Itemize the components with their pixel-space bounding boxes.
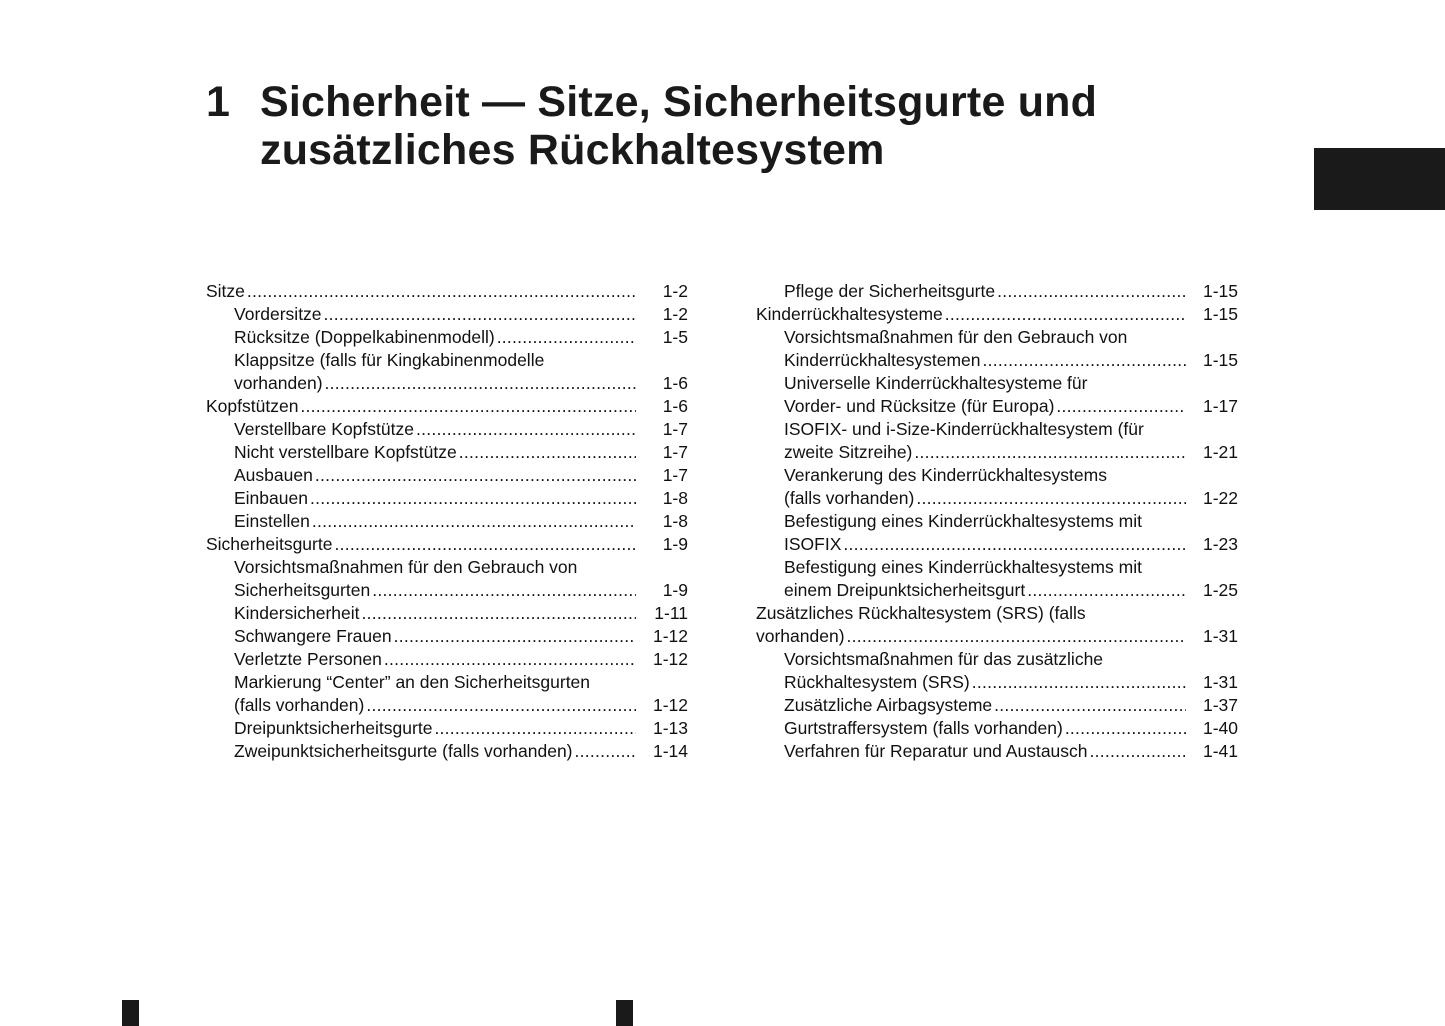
toc-entry[interactable] — [206, 395, 688, 418]
toc-dot-leader — [416, 418, 636, 441]
toc-dot-leader — [434, 717, 636, 740]
toc-entry-row — [784, 280, 1238, 303]
toc-dot-leader — [312, 510, 636, 533]
toc-left-column — [206, 280, 688, 763]
toc-entry-row — [206, 280, 688, 303]
toc-entry[interactable] — [756, 556, 1238, 602]
toc-entry-row — [234, 487, 688, 510]
toc-page-number: 1-40 — [1202, 718, 1238, 738]
toc-entry-label: Gurtstraffersystem (falls vorhanden) — [784, 718, 1063, 738]
toc-entry-label: vorhanden) — [756, 626, 845, 646]
toc-page-number: 1-5 — [662, 327, 688, 347]
toc-dot-leader — [914, 441, 1186, 464]
toc-entry-label: Verstellbare Kopfstütze — [234, 419, 414, 439]
toc-page-number: 1-13 — [652, 718, 688, 738]
toc-page-number: 1-7 — [662, 442, 688, 462]
toc-entry-label: Einbauen — [234, 488, 308, 508]
toc-dot-leader — [459, 441, 636, 464]
toc-entry[interactable] — [206, 625, 688, 648]
toc-page-number: 1-6 — [662, 396, 688, 416]
toc-dot-leader — [325, 372, 636, 395]
toc-entry[interactable] — [206, 280, 688, 303]
toc-entry-row — [784, 717, 1238, 740]
toc-page-number: 1-7 — [662, 419, 688, 439]
toc-entry-label: Kopfstützen — [206, 396, 299, 416]
toc-entry[interactable] — [206, 464, 688, 487]
toc-entry-row — [234, 372, 688, 395]
toc-dot-leader — [997, 280, 1186, 303]
toc-page-number: 1-17 — [1202, 396, 1238, 416]
toc-entry[interactable] — [206, 441, 688, 464]
toc-dot-leader — [575, 740, 637, 763]
toc-entry-label-line: Markierung “Center” an den Sicherheitsgurten — [234, 672, 591, 692]
toc-entry-row — [756, 625, 1238, 648]
toc-dot-leader — [497, 326, 636, 349]
toc-entry-label: Kinderrückhaltesystemen — [784, 350, 981, 370]
toc-page-number: 1-25 — [1202, 580, 1238, 600]
toc-dot-leader — [372, 579, 636, 602]
toc-entry[interactable] — [756, 280, 1238, 303]
toc-entry-label: Einstellen — [234, 511, 310, 531]
toc-entry[interactable] — [756, 602, 1238, 648]
toc-entry-label: Rückhaltesystem (SRS) — [784, 672, 970, 692]
toc-entry-row — [234, 625, 688, 648]
toc-entry-label-line: Zusätzliches Rückhaltesystem (SRS) (falls — [756, 603, 1086, 623]
toc-dot-leader — [994, 694, 1186, 717]
toc-right-column — [756, 280, 1238, 763]
toc-entry[interactable] — [206, 349, 688, 395]
toc-entry-label: Verletzte Personen — [234, 649, 382, 669]
toc-page-number: 1-15 — [1202, 350, 1238, 370]
chapter-title-line-2: zusätzliches Rückhaltesystem — [260, 126, 885, 174]
toc-entry-row — [784, 694, 1238, 717]
chapter-number: 1 — [206, 78, 231, 126]
toc-page-number: 1-31 — [1202, 672, 1238, 692]
toc-entry[interactable] — [206, 533, 688, 556]
toc-dot-leader — [1027, 579, 1186, 602]
toc-entry-label: Sicherheitsgurten — [234, 580, 371, 600]
toc-dot-leader — [843, 533, 1186, 556]
toc-dot-leader — [945, 303, 1186, 326]
toc-page-number: 1-31 — [1202, 626, 1238, 646]
toc-dot-leader — [982, 349, 1186, 372]
toc-entry-label: Kindersicherheit — [234, 603, 360, 623]
chapter-title — [206, 78, 1286, 174]
toc-entry-row — [234, 740, 688, 763]
toc-page-number: 1-2 — [662, 304, 688, 324]
toc-entry[interactable] — [206, 648, 688, 671]
toc-entry[interactable] — [206, 602, 688, 625]
toc-entry[interactable] — [206, 671, 688, 717]
toc-dot-leader — [384, 648, 636, 671]
toc-entry-row — [206, 533, 688, 556]
toc-entry-label: einem Dreipunktsicherheitsgurt — [784, 580, 1026, 600]
toc-entry-label: Sicherheitsgurte — [206, 534, 333, 554]
toc-entry-row — [234, 303, 688, 326]
toc-page-number: 1-41 — [1202, 741, 1238, 761]
toc-dot-leader — [847, 625, 1186, 648]
toc-entry[interactable] — [756, 464, 1238, 510]
toc-entry-label: Rücksitze (Doppelkabinenmodell) — [234, 327, 495, 347]
toc-entry-row — [234, 579, 688, 602]
toc-entry[interactable] — [756, 648, 1238, 694]
toc-entry[interactable] — [756, 326, 1238, 372]
toc-dot-leader — [334, 533, 636, 556]
toc-entry[interactable] — [756, 510, 1238, 556]
toc-page-number: 1-12 — [652, 626, 688, 646]
toc-entry-row — [234, 510, 688, 533]
toc-entry-label: Nicht verstellbare Kopfstütze — [234, 442, 457, 462]
toc-entry-label: Schwangere Frauen — [234, 626, 392, 646]
toc-dot-leader — [310, 487, 636, 510]
toc-page-number: 1-22 — [1202, 488, 1238, 508]
toc-dot-leader — [366, 694, 636, 717]
toc-dot-leader — [1056, 395, 1186, 418]
toc-entry-label: Zusätzliche Airbagsysteme — [784, 695, 993, 715]
toc-entry-label-line: Universelle Kinderrückhaltesysteme für — [784, 373, 1088, 393]
toc-page-number: 1-8 — [662, 511, 688, 531]
toc-dot-leader — [1065, 717, 1186, 740]
chapter-title-line-1: Sicherheit — Sitze, Sicherheitsgurte und — [260, 78, 1098, 126]
toc-entry-row — [234, 648, 688, 671]
toc-entry[interactable] — [756, 717, 1238, 740]
toc-entry-row — [234, 326, 688, 349]
toc-entry-label: (falls vorhanden) — [784, 488, 915, 508]
toc-entry-label: (falls vorhanden) — [234, 695, 365, 715]
crop-mark-center — [616, 1000, 633, 1026]
toc-entry-label: Verfahren für Reparatur und Austausch — [784, 741, 1088, 761]
toc-entry-label-line: Verankerung des Kinderrückhaltesystems — [784, 465, 1107, 485]
toc-dot-leader — [315, 464, 636, 487]
toc-entry-label-line: Befestigung eines Kinderrückhaltesystems mit — [784, 557, 1142, 577]
toc-entry[interactable] — [206, 717, 688, 740]
toc-entry[interactable] — [206, 326, 688, 349]
toc-page-number: 1-37 — [1202, 695, 1238, 715]
toc-page-number: 1-12 — [652, 649, 688, 669]
toc-entry-label-line: Vorsichtsmaßnahmen für das zusätzliche — [784, 649, 1104, 669]
toc-entry-row — [784, 671, 1238, 694]
toc-entry-label: Pflege der Sicherheitsgurte — [784, 281, 996, 301]
toc-page-number: 1-15 — [1202, 304, 1238, 324]
toc-entry-label-line: Vorsichtsmaßnahmen für den Gebrauch von — [234, 557, 578, 577]
toc-entry[interactable] — [756, 694, 1238, 717]
toc-dot-leader — [247, 280, 636, 303]
toc-entry-label-line: ISOFIX- und i-Size-Kinderrückhaltesystem (für — [784, 419, 1144, 439]
toc-entry-row — [756, 303, 1238, 326]
toc-entry-row — [206, 395, 688, 418]
toc-dot-leader — [1090, 740, 1186, 763]
toc-entry-row — [784, 740, 1238, 763]
toc-entry-label: Vordersitze — [234, 304, 322, 324]
toc-dot-leader — [394, 625, 636, 648]
toc-entry[interactable] — [206, 740, 688, 763]
toc-page-number: 1-2 — [662, 281, 688, 301]
toc-entry-label: Zweipunktsicherheitsgurte (falls vorhanden) — [234, 741, 573, 761]
toc-dot-leader — [361, 602, 636, 625]
toc-entry-label-line: Befestigung eines Kinderrückhaltesystems mit — [784, 511, 1142, 531]
toc-page-number: 1-7 — [662, 465, 688, 485]
toc-page-number: 1-15 — [1202, 281, 1238, 301]
toc-dot-leader — [300, 395, 636, 418]
toc-dot-leader — [324, 303, 636, 326]
toc-entry[interactable] — [206, 303, 688, 326]
toc-entry[interactable] — [206, 418, 688, 441]
toc-entry[interactable] — [206, 487, 688, 510]
toc-page-number: 1-11 — [654, 603, 688, 623]
toc-page-number: 1-12 — [652, 695, 688, 715]
toc-entry-row — [784, 441, 1238, 464]
toc-page-number: 1-9 — [662, 580, 688, 600]
toc-entry-label-line: Klappsitze (falls für Kingkabinenmodelle — [234, 350, 545, 370]
toc-page-number: 1-8 — [662, 488, 688, 508]
toc-entry-row — [234, 717, 688, 740]
toc-entry-row — [234, 602, 688, 625]
toc-entry-label: Vorder- und Rücksitze (für Europa) — [784, 396, 1055, 416]
toc-entry-row — [784, 579, 1238, 602]
toc-entry-row — [234, 694, 688, 717]
toc-entry-row — [234, 418, 688, 441]
toc-entry-label: vorhanden) — [234, 373, 323, 393]
toc-entry-label: zweite Sitzreihe) — [784, 442, 913, 462]
toc-page-number: 1-21 — [1202, 442, 1238, 462]
toc-page-number: 1-14 — [652, 741, 688, 761]
toc-entry-row — [784, 349, 1238, 372]
toc-entry[interactable] — [756, 303, 1238, 326]
toc-entry-label: Sitze — [206, 281, 245, 301]
toc-entry-label: Dreipunktsicherheitsgurte — [234, 718, 433, 738]
toc-entry-label: Ausbauen — [234, 465, 313, 485]
toc-entry-label-line: Vorsichtsmaßnahmen für den Gebrauch von — [784, 327, 1128, 347]
crop-mark-left — [122, 1000, 139, 1026]
toc-entry[interactable] — [756, 372, 1238, 418]
toc-entry[interactable] — [206, 556, 688, 602]
toc-entry-row — [784, 487, 1238, 510]
toc-dot-leader — [916, 487, 1186, 510]
toc-page-number: 1-23 — [1202, 534, 1238, 554]
toc-entry-label: ISOFIX — [784, 534, 842, 554]
toc-page-number: 1-9 — [662, 534, 688, 554]
toc-entry-row — [784, 533, 1238, 556]
toc-dot-leader — [972, 671, 1186, 694]
toc-entry-label: Kinderrückhaltesysteme — [756, 304, 943, 324]
toc-entry[interactable] — [756, 418, 1238, 464]
toc-entry-row — [234, 464, 688, 487]
toc-entry-row — [784, 395, 1238, 418]
toc-entry[interactable] — [756, 740, 1238, 763]
chapter-thumb-tab — [1314, 148, 1445, 210]
toc-entry-row — [234, 441, 688, 464]
toc-page-number: 1-6 — [662, 373, 688, 393]
toc-entry[interactable] — [206, 510, 688, 533]
